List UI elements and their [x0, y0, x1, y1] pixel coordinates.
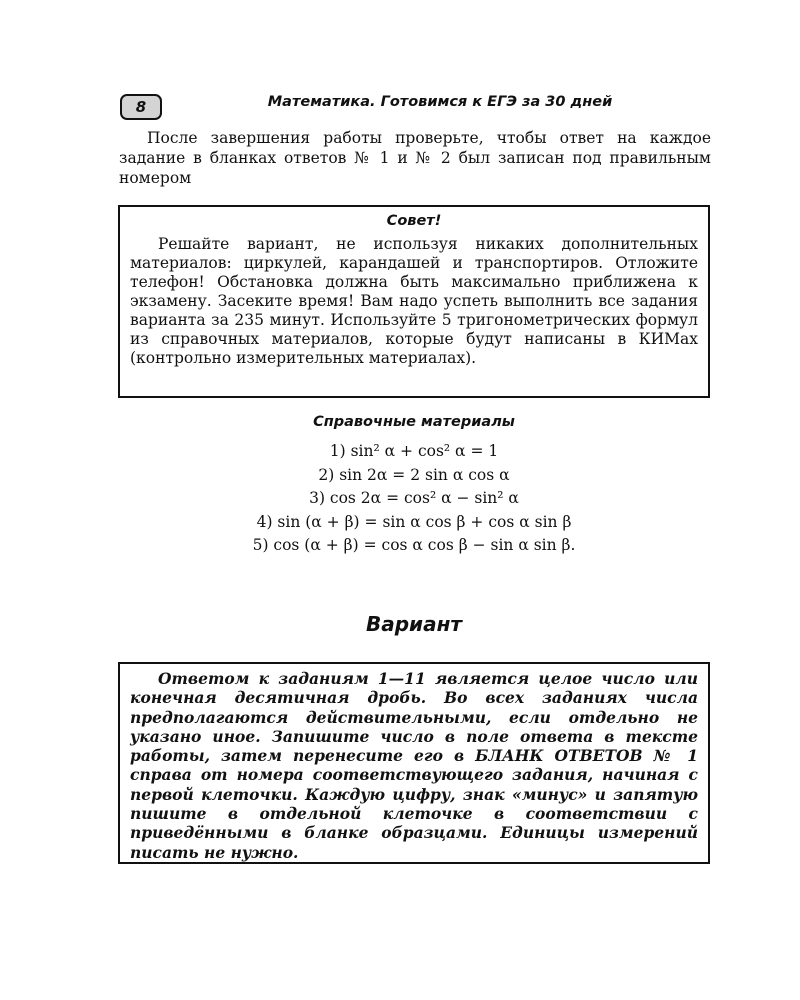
formula-item: 5) cos (α + β) = cos α cos β − sin α sin β. — [252, 536, 576, 554]
intro-paragraph: После завершения работы проверьте, чтобы ответ на каждое задание в бланках ответов № 1 и № 2 был записан под правильным номером — [119, 129, 711, 187]
formula-item: 1) sin² α + cos² α = 1 — [329, 442, 499, 460]
formula-item: 3) cos 2α = cos² α − sin² α — [309, 489, 519, 507]
tip-body: Решайте вариант, не используя никаких дополнительных материалов: циркулей, карандашей и транспортиров. Отложите телефон! Обстановка должна быть максимально приближена к экзамену. Засеките время! Вам надо успеть выполнить все задания варианта за 235 минут. Используйте 5 тригонометрических формул из справочных материалов, которые будут написаны в КИМах (контрольно измерительных материалах). — [130, 235, 698, 367]
running-title: Математика. Готовимся к ЕГЭ за 30 дней — [267, 94, 613, 110]
reference-title: Справочные материалы — [313, 414, 515, 430]
formula-item: 4) sin (α + β) = sin α cos β + cos α sin β — [256, 512, 572, 531]
formula-item: 2) sin 2α = 2 sin α cos α — [318, 465, 510, 484]
instructions-box — [118, 662, 710, 864]
instructions-body: Ответом к заданиям 1—11 является целое число или конечная десятичная дробь. Во всех заданиях числа предполагаются действительными, если отдельно не указано иное. Запишите число в поле ответа в тексте работы, затем перенесите его в БЛАНК ОТВЕТОВ № 1 справа от номера соответствующего задания, начиная с первой клеточки. Каждую цифру, знак «минус» и запятую пишите в отдельной клеточке в соответствии с приведёнными в бланке образцами. Единицы измерений писать не нужно. — [130, 669, 698, 862]
tip-title: Совет! — [386, 213, 442, 229]
variant-title: Вариант — [366, 612, 462, 636]
page-number-badge: 8 — [120, 94, 162, 120]
formula-list — [118, 440, 710, 558]
tip-box — [118, 205, 710, 398]
